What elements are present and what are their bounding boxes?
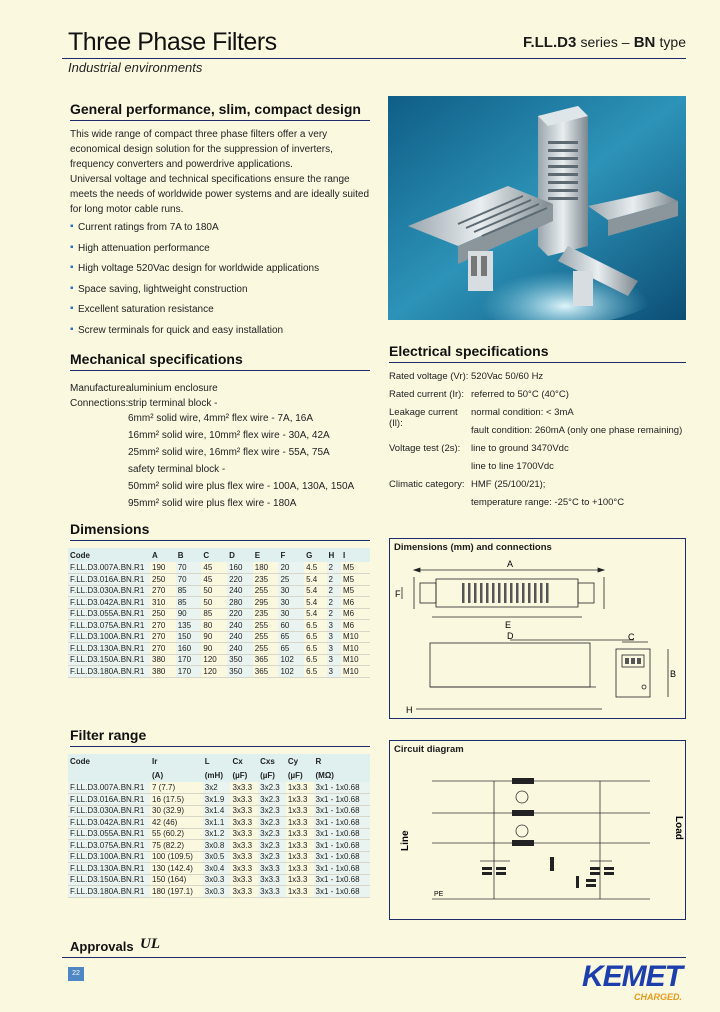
table-cell: 55 (60.2)	[150, 828, 203, 840]
column-header: L	[203, 754, 231, 768]
filter-range-rule	[70, 746, 370, 747]
electrical-row: temperature range: -25°C to +100°C	[471, 497, 625, 508]
kemet-tagline: CHARGED.	[633, 992, 682, 1002]
table-cell: 160	[227, 562, 253, 574]
table-cell: 30	[278, 585, 304, 597]
table-cell: 3x0.3	[203, 874, 231, 886]
table-cell: 85	[176, 597, 202, 609]
unit-header: (µF)	[230, 768, 258, 782]
table-cell: 6.5	[304, 631, 326, 643]
column-header: A	[150, 548, 176, 562]
series-word: series –	[580, 34, 630, 50]
series-type-label	[523, 34, 686, 51]
table-cell: 3x3.3	[230, 782, 258, 794]
table-row	[68, 886, 370, 898]
table-row	[68, 666, 370, 678]
table-cell: 3x2	[203, 782, 231, 794]
table-row	[68, 631, 370, 643]
type-code: BN	[633, 34, 656, 51]
table-cell: 3x1 - 1x0.68	[314, 874, 370, 886]
dimensions-rule	[70, 540, 370, 541]
table-cell: 2	[327, 597, 341, 609]
table-cell: 295	[253, 597, 279, 609]
filter-range-heading: Filter range	[70, 727, 147, 743]
table-units-row	[68, 768, 370, 782]
connections-line: 25mm² solid wire, 16mm² flex wire - 55A, 75A	[128, 447, 330, 458]
dim-letter-e: E	[505, 620, 512, 630]
table-cell: 25	[278, 574, 304, 586]
table-cell: 65	[278, 643, 304, 655]
table-cell: 130 (142.4)	[150, 863, 203, 875]
filter-range-table	[68, 754, 370, 898]
table-header-row	[68, 548, 370, 562]
table-cell: 16 (17.5)	[150, 794, 203, 806]
general-para-1: This wide range of compact three phase filters offer a very economical design solution for the suppression of inverters, frequency converters and powerdrive applications.	[70, 129, 333, 170]
table-cell: 170	[176, 654, 202, 666]
table-cell: M6	[341, 608, 370, 620]
table-cell: 255	[253, 643, 279, 655]
dimension-drawing-box	[389, 538, 686, 719]
table-cell: 380	[150, 654, 176, 666]
table-cell: 3x0.3	[203, 886, 231, 898]
feature-item: ▪ Screw terminals for quick and easy installation	[70, 325, 370, 346]
unit-header: (A)	[150, 768, 203, 782]
feature-list	[70, 222, 370, 345]
electrical-row: line to line 1700Vdc	[471, 461, 554, 472]
unit-header: (µF)	[286, 768, 314, 782]
table-cell: 240	[227, 585, 253, 597]
table-row	[68, 828, 370, 840]
table-cell: 2	[327, 562, 341, 574]
table-row	[68, 851, 370, 863]
table-cell: 6.5	[304, 654, 326, 666]
table-cell: 3x2.3	[258, 805, 286, 817]
table-cell: 3	[327, 666, 341, 678]
table-cell: 3x1.1	[203, 817, 231, 829]
table-row	[68, 654, 370, 666]
connections-line: strip terminal block -	[128, 398, 218, 409]
feature-item: ▪ Excellent saturation resistance	[70, 304, 370, 325]
column-header: D	[227, 548, 253, 562]
table-cell: 100 (109.5)	[150, 851, 203, 863]
table-cell: 310	[150, 597, 176, 609]
table-cell: 3x2.3	[258, 794, 286, 806]
product-code-cell: F.LL.D3.016A.BN.R1	[68, 574, 150, 586]
table-cell: 3x3.3	[230, 874, 258, 886]
table-cell: 60	[278, 620, 304, 632]
table-cell: 5.4	[304, 597, 326, 609]
table-cell: 220	[227, 574, 253, 586]
column-header: B	[176, 548, 202, 562]
table-cell: M5	[341, 574, 370, 586]
electrical-rule	[389, 362, 686, 363]
table-cell: M6	[341, 620, 370, 632]
table-cell: 3x1 - 1x0.68	[314, 840, 370, 852]
manufacture-label: Manufacture:	[70, 383, 129, 394]
table-cell: M10	[341, 654, 370, 666]
table-cell: M10	[341, 666, 370, 678]
table-cell: 3x2.3	[258, 840, 286, 852]
product-code-cell: F.LL.D3.150A.BN.R1	[68, 874, 150, 886]
pe-label: PE	[434, 891, 444, 898]
column-header: E	[253, 548, 279, 562]
table-cell: 3x0.4	[203, 863, 231, 875]
product-code-cell: F.LL.D3.042A.BN.R1	[68, 817, 150, 829]
table-cell: 250	[150, 574, 176, 586]
product-code-cell: F.LL.D3.055A.BN.R1	[68, 828, 150, 840]
column-header: Ir	[150, 754, 203, 768]
table-cell: 350	[227, 654, 253, 666]
table-cell: 45	[201, 562, 227, 574]
table-cell: 150 (164)	[150, 874, 203, 886]
table-row	[68, 782, 370, 794]
product-code-cell: F.LL.D3.075A.BN.R1	[68, 620, 150, 632]
table-cell: 1x3.3	[286, 782, 314, 794]
table-cell: 160	[176, 643, 202, 655]
table-row	[68, 597, 370, 609]
table-cell: 7 (7.7)	[150, 782, 203, 794]
table-cell: 180	[253, 562, 279, 574]
column-header: F	[278, 548, 304, 562]
connections-line: 6mm² solid wire, 4mm² flex wire - 7A, 16A	[128, 413, 314, 424]
dim-letter-c: C	[628, 632, 635, 642]
connections-line: 50mm² solid wire plus flex wire - 100A, 130A, 150A	[128, 481, 355, 492]
table-cell: 3x2.3	[258, 851, 286, 863]
circuit-diagram	[390, 741, 687, 921]
table-cell: 90	[201, 643, 227, 655]
product-code-cell: F.LL.D3.030A.BN.R1	[68, 805, 150, 817]
table-cell: 3x3.3	[230, 886, 258, 898]
table-row	[68, 562, 370, 574]
product-code-cell: F.LL.D3.007A.BN.R1	[68, 562, 150, 574]
table-row	[68, 794, 370, 806]
electrical-row: Voltage test (2s): line to ground 3470Vdc	[389, 443, 569, 454]
table-cell: 85	[176, 585, 202, 597]
table-cell: 270	[150, 643, 176, 655]
circuit-diagram-caption: Circuit diagram	[394, 744, 464, 755]
table-cell: 250	[150, 608, 176, 620]
column-header: I	[341, 548, 370, 562]
table-row	[68, 608, 370, 620]
table-cell: M10	[341, 643, 370, 655]
table-cell: 3x3.3	[230, 794, 258, 806]
table-cell: 90	[201, 631, 227, 643]
header-rule	[62, 58, 686, 59]
table-cell: 80	[201, 620, 227, 632]
electrical-row: Rated voltage (Vr): 520Vac 50/60 Hz	[389, 371, 544, 382]
table-cell: 120	[201, 666, 227, 678]
table-cell: 102	[278, 666, 304, 678]
feature-item: ▪ Space saving, lightweight construction	[70, 284, 370, 305]
product-photo-art	[388, 96, 686, 320]
type-word: type	[659, 34, 686, 50]
table-cell: M5	[341, 585, 370, 597]
table-cell: 180 (197.1)	[150, 886, 203, 898]
table-cell: M5	[341, 562, 370, 574]
table-cell: 3x3.3	[230, 863, 258, 875]
table-cell: 3	[327, 643, 341, 655]
table-cell: 3x3.3	[230, 828, 258, 840]
connections-line: 95mm² solid wire plus flex wire - 180A	[128, 498, 297, 509]
table-cell: 6.5	[304, 643, 326, 655]
table-cell: 3	[327, 620, 341, 632]
general-rule	[70, 120, 370, 121]
table-cell: 380	[150, 666, 176, 678]
table-cell: 1x3.3	[286, 840, 314, 852]
table-cell: 3x1 - 1x0.68	[314, 805, 370, 817]
table-row	[68, 863, 370, 875]
connections-label: Connections:	[70, 398, 129, 409]
table-cell: 1x3.3	[286, 886, 314, 898]
table-cell: 1x3.3	[286, 828, 314, 840]
table-row	[68, 817, 370, 829]
table-cell: 3x3.3	[230, 851, 258, 863]
series-code: F.LL.D3	[522, 34, 577, 51]
feature-item: ▪ Current ratings from 7A to 180A	[70, 222, 370, 243]
table-cell: 3x2.3	[258, 828, 286, 840]
table-cell: 1x3.3	[286, 863, 314, 875]
table-cell: 3x0.8	[203, 840, 231, 852]
table-cell: 365	[253, 654, 279, 666]
table-cell: 1x3.3	[286, 805, 314, 817]
table-cell: 220	[227, 608, 253, 620]
electrical-spec-list	[389, 371, 689, 515]
table-cell: 270	[150, 620, 176, 632]
mechanical-rule	[70, 370, 370, 371]
table-cell: 3x3.3	[258, 874, 286, 886]
dimension-drawing	[390, 539, 687, 720]
table-cell: 3x1.4	[203, 805, 231, 817]
table-cell: 3x1.9	[203, 794, 231, 806]
table-cell: 240	[227, 631, 253, 643]
dim-letter-b: B	[670, 669, 677, 679]
table-row	[68, 585, 370, 597]
table-cell: 1x3.3	[286, 794, 314, 806]
table-cell: 3x1 - 1x0.68	[314, 851, 370, 863]
table-cell: 65	[278, 631, 304, 643]
table-cell: 3x1 - 1x0.68	[314, 886, 370, 898]
product-code-cell: F.LL.D3.150A.BN.R1	[68, 654, 150, 666]
mechanical-heading: Mechanical specifications	[70, 351, 243, 367]
table-cell: 270	[150, 631, 176, 643]
table-cell: 240	[227, 643, 253, 655]
table-cell: 3x1 - 1x0.68	[314, 863, 370, 875]
circuit-diagram-box	[389, 740, 686, 920]
electrical-heading: Electrical specifications	[389, 343, 549, 359]
table-cell: 2	[327, 585, 341, 597]
dimension-drawing-caption: Dimensions (mm) and connections	[394, 542, 552, 553]
product-code-cell: F.LL.D3.100A.BN.R1	[68, 851, 150, 863]
table-cell: 20	[278, 562, 304, 574]
column-header: H	[327, 548, 341, 562]
table-cell: 3x3.3	[230, 805, 258, 817]
table-cell: 235	[253, 574, 279, 586]
dimensions-table-body	[68, 562, 370, 677]
table-cell: 3x0.5	[203, 851, 231, 863]
table-cell: 135	[176, 620, 202, 632]
electrical-row: Climatic category: HMF (25/100/21);	[389, 479, 546, 490]
table-cell: 3x3.3	[230, 840, 258, 852]
dimensions-heading: Dimensions	[70, 521, 150, 537]
table-cell: 2	[327, 574, 341, 586]
manufacture-value: aluminium enclosure	[126, 383, 218, 394]
table-cell: 240	[227, 620, 253, 632]
table-cell: 3x3.3	[230, 817, 258, 829]
table-cell: 30	[278, 608, 304, 620]
electrical-row: Rated current (Ir): referred to 50°C (40°C)	[389, 389, 569, 400]
table-cell: 2	[327, 608, 341, 620]
table-cell: 3	[327, 631, 341, 643]
product-code-cell: F.LL.D3.180A.BN.R1	[68, 886, 150, 898]
table-cell: 255	[253, 631, 279, 643]
table-cell: M10	[341, 631, 370, 643]
dimensions-table	[68, 548, 370, 678]
kemet-logo: KEMET	[582, 960, 682, 993]
line-side-label: Line	[400, 830, 411, 851]
unit-header: (mH)	[203, 768, 231, 782]
unit-header: (µF)	[258, 768, 286, 782]
feature-item: ▪ High voltage 520Vac design for worldwide applications	[70, 263, 370, 284]
table-cell: 30	[278, 597, 304, 609]
table-cell: 102	[278, 654, 304, 666]
table-row	[68, 805, 370, 817]
column-header: Code	[68, 548, 150, 562]
table-cell: 1x3.3	[286, 817, 314, 829]
footer-rule	[62, 957, 686, 958]
table-cell: 6.5	[304, 620, 326, 632]
column-header: Cxs	[258, 754, 286, 768]
table-cell: 3x3.3	[258, 863, 286, 875]
table-cell: 30 (32.9)	[150, 805, 203, 817]
connections-line: safety terminal block -	[128, 464, 226, 475]
table-cell: 235	[253, 608, 279, 620]
table-row	[68, 574, 370, 586]
general-para-2: Universal voltage and technical specifications ensure the range meets the needs of worldwide power systems and are ideally suited for long motor cable runs.	[70, 174, 370, 215]
table-cell: 50	[201, 597, 227, 609]
product-code-cell: F.LL.D3.030A.BN.R1	[68, 585, 150, 597]
page-subtitle: Industrial environments	[68, 60, 203, 75]
general-heading: General performance, slim, compact design	[70, 101, 361, 117]
table-cell: 5.4	[304, 574, 326, 586]
connections-line: 16mm² solid wire, 10mm² flex wire - 30A, 42A	[128, 430, 330, 441]
table-cell: 3x2.3	[258, 782, 286, 794]
table-cell: 85	[201, 608, 227, 620]
product-code-cell: F.LL.D3.055A.BN.R1	[68, 608, 150, 620]
table-cell: 150	[176, 631, 202, 643]
table-cell: 3x1 - 1x0.68	[314, 817, 370, 829]
table-cell: 280	[227, 597, 253, 609]
product-code-cell: F.LL.D3.042A.BN.R1	[68, 597, 150, 609]
table-cell: 365	[253, 666, 279, 678]
product-photo	[388, 96, 686, 320]
table-cell: 3x1 - 1x0.68	[314, 828, 370, 840]
table-cell: 350	[227, 666, 253, 678]
ul-approval-logo	[140, 936, 166, 956]
table-cell: M6	[341, 597, 370, 609]
column-header: Code	[68, 754, 150, 768]
unit-header: (MΩ)	[314, 768, 370, 782]
table-row	[68, 840, 370, 852]
filter-range-table-body	[68, 782, 370, 897]
electrical-row: Leakage current (Il): normal condition: < 3mA	[389, 407, 574, 429]
ul-mark: UL	[140, 936, 160, 952]
column-header: G	[304, 548, 326, 562]
table-cell: 5.4	[304, 608, 326, 620]
table-cell: 4.5	[304, 562, 326, 574]
table-cell: 6.5	[304, 666, 326, 678]
dim-letter-h: H	[406, 705, 413, 715]
page-title: Three Phase Filters	[68, 28, 277, 56]
table-cell: 50	[201, 585, 227, 597]
table-cell: 270	[150, 585, 176, 597]
table-cell: 255	[253, 620, 279, 632]
approvals-label: Approvals	[70, 939, 134, 954]
table-cell: 42 (46)	[150, 817, 203, 829]
product-code-cell: F.LL.D3.130A.BN.R1	[68, 863, 150, 875]
table-cell: 90	[176, 608, 202, 620]
product-code-cell: F.LL.D3.180A.BN.R1	[68, 666, 150, 678]
load-side-label: Load	[673, 816, 684, 840]
table-cell: 3x1.2	[203, 828, 231, 840]
table-cell: 3x1 - 1x0.68	[314, 794, 370, 806]
feature-item: ▪ High attenuation performance	[70, 243, 370, 264]
table-row	[68, 643, 370, 655]
table-cell: 120	[201, 654, 227, 666]
table-cell: 3	[327, 654, 341, 666]
page-number: 22	[68, 967, 84, 981]
table-cell: 170	[176, 666, 202, 678]
table-cell: 5.4	[304, 585, 326, 597]
table-cell: 3x3.3	[258, 886, 286, 898]
table-cell: 75 (82.2)	[150, 840, 203, 852]
column-header: Cx	[230, 754, 258, 768]
column-header: C	[201, 548, 227, 562]
electrical-row: fault condition: 260mA (only one phase remaining)	[471, 425, 683, 436]
table-cell: 255	[253, 585, 279, 597]
table-header-row	[68, 754, 370, 768]
product-code-cell: F.LL.D3.130A.BN.R1	[68, 643, 150, 655]
table-cell: 1x3.3	[286, 851, 314, 863]
dim-letter-f: F	[395, 589, 401, 599]
product-code-cell: F.LL.D3.016A.BN.R1	[68, 794, 150, 806]
product-code-cell: F.LL.D3.075A.BN.R1	[68, 840, 150, 852]
table-cell: 45	[201, 574, 227, 586]
table-cell: 70	[176, 574, 202, 586]
dim-letter-d: D	[507, 631, 514, 641]
unit-header	[68, 768, 150, 782]
table-cell: 190	[150, 562, 176, 574]
table-row	[68, 620, 370, 632]
table-cell: 70	[176, 562, 202, 574]
column-header: R	[314, 754, 370, 768]
table-cell: 1x3.3	[286, 874, 314, 886]
product-code-cell: F.LL.D3.100A.BN.R1	[68, 631, 150, 643]
dim-letter-a: A	[507, 559, 514, 569]
column-header: Cy	[286, 754, 314, 768]
table-cell: 3x1 - 1x0.68	[314, 782, 370, 794]
product-code-cell: F.LL.D3.007A.BN.R1	[68, 782, 150, 794]
table-cell: 3x2.3	[258, 817, 286, 829]
table-row	[68, 874, 370, 886]
